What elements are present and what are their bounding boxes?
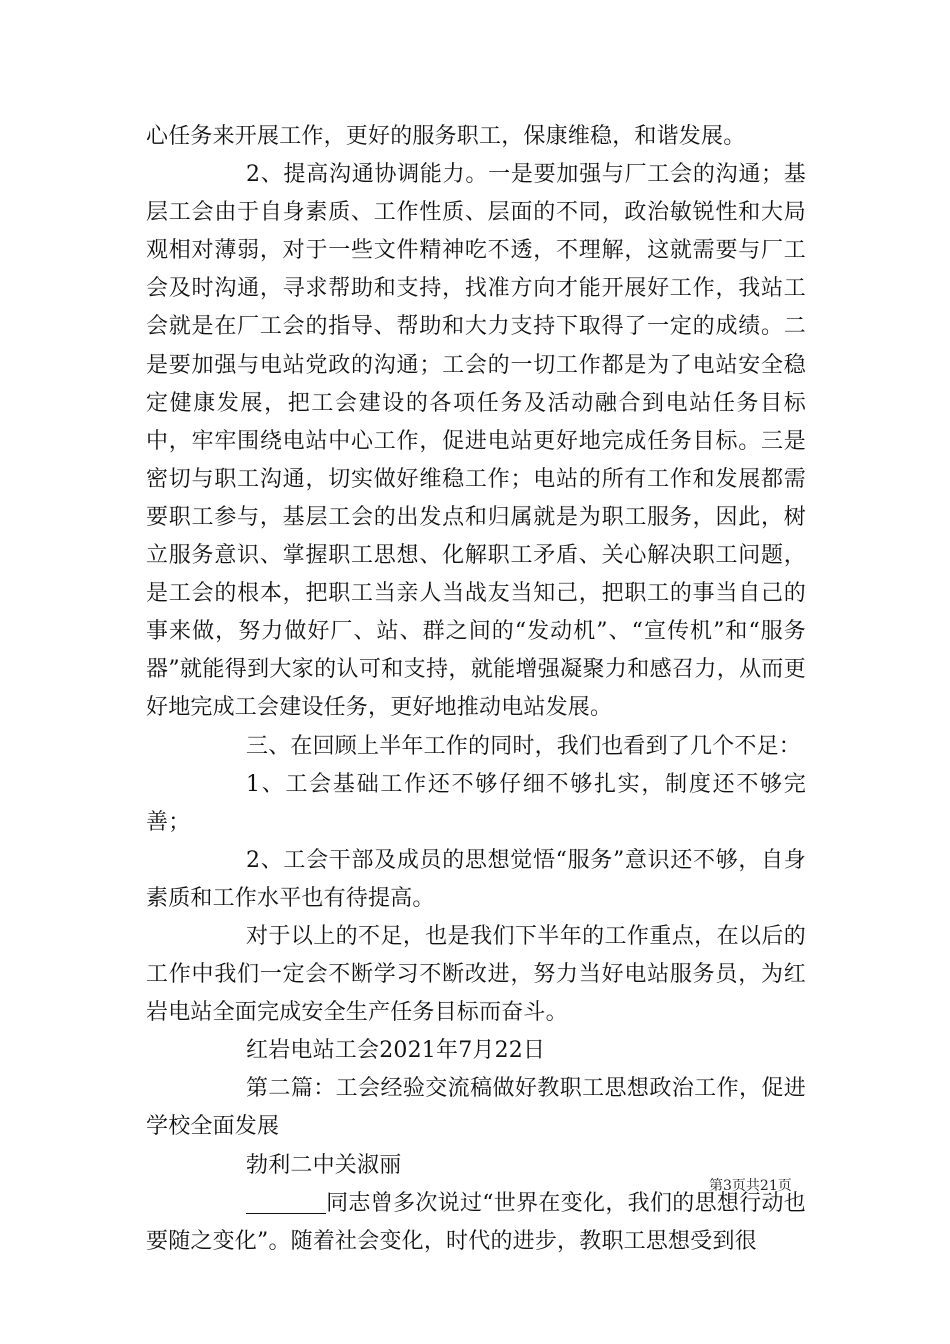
paragraph-last-text: 同志曾多次说过“世界在变化，我们的思想行动也要随之变化”。随着社会变化，时代的进步，教职工思想受到很 <box>146 1190 806 1254</box>
blank-line <box>246 1191 326 1214</box>
paragraph-1: 心任务来开展工作，更好的服务职工，保康维稳，和谐发展。 <box>146 124 746 149</box>
paragraph-4: 1、工会基础工作还不够仔细不够扎实，制度还不够完善； <box>146 771 806 835</box>
paragraph-6: 对于以上的不足，也是我们下半年的工作重点，在以后的工作中我们一定会不断学习不断改进，努力当好电站服务员，为红岩电站全面完成安全生产任务目标而奋斗。 <box>146 923 806 1026</box>
paragraph-3: 三、在回顾上半年工作的同时，我们也看到了几个不足： <box>246 733 802 759</box>
paragraph-5: 2、工会干部及成员的思想觉悟“服务”意识还不够，自身素质和工作水平也有待提高。 <box>146 847 806 911</box>
page-number: 第3页共21页 <box>709 1178 792 1194</box>
paragraph-last <box>146 1185 806 1261</box>
author-line: 勃利二中关淑丽 <box>246 1152 402 1178</box>
document-body <box>146 118 806 1261</box>
section-heading: 第二篇：工会经验交流稿做好教职工思想政治工作，促进学校全面发展 <box>146 1076 806 1140</box>
signature-date: 红岩电站工会2021年7月22日 <box>246 1038 546 1064</box>
paragraph-2: 2、提高沟通协调能力。一是要加强与厂工会的沟通；基层工会由于自身素质、工作性质、层面的不同，政治敏锐性和大局观相对薄弱，对于一些文件精神吃不透，不理解，这就需要与厂工会及时沟通，寻求帮助和支持，找准方向才能开展好工作，我站工会就是在厂工会的指导、帮助和大力支持下取得了一定的成绩。二是要加强与电站党政的沟通；工会的一切工作都是为了电站安全稳定健康发展，把工会建设的各项任务及活动融合到电站任务目标中，牢牢围绕电站中心工作，促进电站更好地完成任务目标。三是密切与职工沟通，切实做好维稳工作；电站的所有工作和发展都需要职工参与，基层工会的出发点和归属就是为职工服务，因此，树立服务意识、掌握职工思想、化解职工矛盾、关心解决职工问题，是工会的根本，把职工当亲人当战友当知己，把职工的事当自己的事来做，努力做好厂、站、群之间的“发动机”、“宣传机”和“服务器”就能得到大家的认可和支持，就能增强凝聚力和感召力，从而更好地完成工会建设任务，更好地推动电站发展。 <box>146 162 806 721</box>
